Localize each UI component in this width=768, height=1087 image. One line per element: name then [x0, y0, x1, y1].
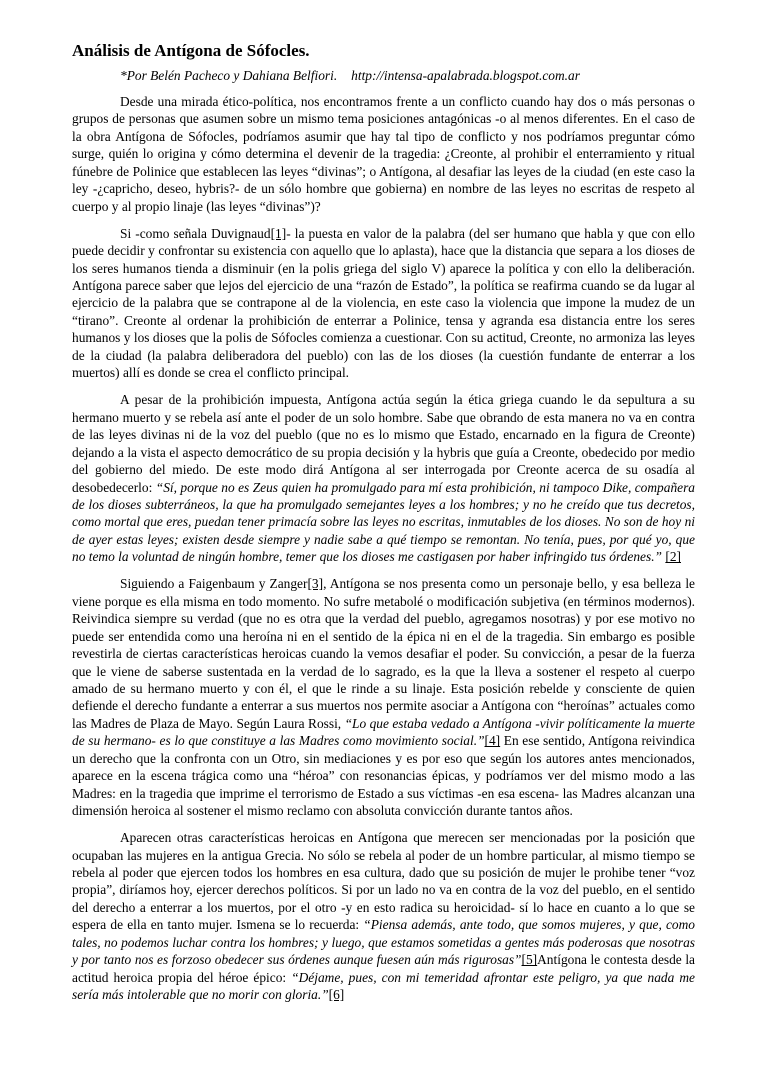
paragraph-4-text-b: , Antígona se nos presenta como un personaje bello, y esa belleza le viene porque es ella misma en todo momento. No sufre metabolé o modificación subjetiva (en términos modernos). Reivindica siempre su verdad (que no es otra que la verdad del pueblo, agregamos nosotras) y por ese motivo no puede ser entendida como una heroína ni en el sentido de la épica ni en el de la tragedia. Sin embargo es posible revestirla de ciertas características heroicas cuando la vemos desafiar el poder. Su convicción, a pesar de la fuerza que le viene de saberse sustentada en la verdad de lo sagrado, es la que la lleva a sostener el respeto al cuerpo amado de su hermano muerto y con él, el que le rinde a su linaje. Esta posición rebelde y consciente de quien defiende el derecho fundante a enterrar a sus muertos nos permite asociar a Antígona con “heroínas” actuales como las Madres de Plaza de Mayo. Según Laura Rossi,	[72, 576, 695, 731]
rossi-quote: “Lo que estaba vedado a Antígona -vivir políticamente la muerte de su hermano- es lo que constituye a las Madres como movimiento social.”	[72, 715, 695, 749]
document-title: Análisis de Antígona de Sófocles.	[72, 41, 310, 60]
byline-authors: *Por Belén Pacheco y Dahiana Belfiori.	[120, 68, 338, 83]
document-page	[72, 40, 695, 1013]
paragraph-5	[72, 829, 695, 1004]
footnote-ref-2[interactable]: [2]	[665, 549, 681, 565]
paragraph-2	[72, 225, 695, 382]
paragraph-1	[72, 93, 695, 215]
paragraph-5-text-a: Aparecen otras características heroicas en Antígona que merecen ser mencionadas por la posición que ocupaban las mujeres en la antigua Grecia. No sólo se rebela al poder de un hombre particular, al mismo tiempo se rebela al poder que ejercen todos los hombres en esa cultura, dado que su posición de mujer le prohibe tener “voz propia”, diríamos hoy, ejercer derechos políticos. Si por un lado no va en contra de la voz del pueblo, en el sentido del derecho a enterrar a los muertos, por el otro -y en esto radica su heroicidad- sí lo hace en cuanto a lo que se espera de ella en tanto mujer. Ismena se lo recuerda:	[72, 830, 695, 933]
paragraph-4	[72, 575, 695, 819]
paragraph-1-text: Desde una mirada ético-política, nos encontramos frente a un conflicto cuando hay dos o más personas o grupos de personas que asumen sobre un mismo tema posiciones antagónicas -o al menos diferentes. En el caso de la obra Antígona de Sófocles, podríamos asumir que hay tal tipo de conflicto y nos podríamos preguntar cómo surge, quién lo origina y cómo determina el devenir de la tragedia: ¿Creonte, al prohibir el enterramiento y ritual fúnebre de Polinice que establecen las leyes “divinas”; o Antígona, al desafiar las leyes de la ciudad (en este caso la ley -¿capricho, deseo, hybris?- de un sólo hombre que gobierna) en nombre de las leyes no escritas de respeto al cuerpo y al propio linaje (las leyes “divinas”)?	[72, 94, 695, 214]
footnote-ref-1[interactable]: [1]	[270, 225, 287, 241]
paragraph-2-text-a: Si -como señala Duvignaud	[120, 225, 271, 241]
paragraph-4-text-a: Siguiendo a Faigenbaum y Zanger	[120, 576, 308, 592]
byline	[72, 67, 695, 84]
footnote-ref-4[interactable]: [4]	[484, 733, 501, 749]
paragraph-2-text-b: - la puesta en valor de la palabra (del ser humano que habla y que con ello puede decidir y confrontar su existencia con aquello que lo aplasta), hace que la distancia que separa a los dioses de los seres humanos tienda a disminuir (en la polis griega del siglo V) aparece la política y con ello la deliberación. Antígona parece saber que lejos del ejercicio de una “razón de Estado”, la política se reafirma cuando se da lugar al ejercicio de la palabra que se contrapone al de la violencia, en este caso la violencia que impone la mudez de un “tirano”. Creonte al ordenar la prohibición de enterrar a Polinice, tensa y agranda esa distancia entre los seres humanos y los dioses que la polis de Sófocles comienza a cuestionar. Con su actitud, Creonte, no armoniza las leyes de la ciudad (la palabra deliberadora del pueblo) con las de los dioses (la cuestión fundante de enterrar a los muertos) allí es donde se crea el conflicto principal.	[72, 225, 695, 381]
paragraph-3	[72, 391, 695, 566]
antigona-quote-2: “Déjame, pues, con mi temeridad afrontar este peligro, ya que nada me sería más intolerable que no morir con gloria.”	[72, 969, 695, 1003]
byline-url: http://intensa-apalabrada.blogspot.com.ar	[351, 68, 580, 83]
antigona-quote-1: “Sí, porque no es Zeus quien ha promulgado para mí esta prohibición, ni tampoco Dike, compañera de los dioses subterráneos, la que ha promulgado semejantes leyes a los hombres; y no he creído que tus decretos, como mortal que eres, puedan tener primacía sobre las leyes no escritas, inmutables de los dioses. No son de hoy ni de ayer estas leyes; existen desde siempre y nadie sabe a qué tiempo se remontan. No tenía, pues, por qué yo, que no temo la voluntad de ningún hombre, temer que los dioses me castigasen por haber infringido tus órdenes.”	[72, 479, 695, 565]
ismena-quote: “Piensa además, ante todo, que somos mujeres, y que, como tales, no podemos luchar contra los hombres; y luego, que estamos sometidas a gentes más poderosas que nosotras y por tanto nos es forzoso obedecer sus órdenes aunque fuesen aún más rigurosas”	[72, 917, 695, 968]
paragraph-3-text: A pesar de la prohibición impuesta, Antígona actúa según la ética griega cuando le da sepultura a su hermano muerto y se rebela así ante el poder de un solo hombre. Sabe que obrando de esta manera no va en contra de las leyes divinas ni de la voz del pueblo (que no es lo mismo que Estado, encarnado en la figura de Creonte) dejando a la vista el aspecto democrático de su propia decisión y la hybris que guía a Creonte, obedecido por medio del gobierno del miedo. De este modo dirá Antígona al ser interrogada por Creonte acerca de su osadía al desobedecerlo:	[72, 392, 695, 495]
paragraph-5-text-b: Antígona le contesta desde la actitud heroica propia del héroe épico:	[72, 952, 695, 985]
paragraph-4-text-c: En ese sentido, Antígona reivindica un derecho que la confronta con un Otro, sin mediaciones y es por eso que según los autores antes mencionados, aparece en la escena trágica como una “héroa” con resonancias épicas, y podríamos ver del mismo modo a las Madres: en la tragedia que imprime el terrorismo de Estado a sus víctimas -en esa escena- las Madres alcanzan una dimensión heroica al sostener el mismo reclamo con absoluta convicción durante tantos años.	[72, 733, 695, 819]
footnote-ref-3[interactable]: [3]	[307, 576, 324, 592]
footnote-ref-6[interactable]: [6]	[328, 987, 345, 1003]
footnote-ref-5[interactable]: [5]	[521, 952, 538, 968]
